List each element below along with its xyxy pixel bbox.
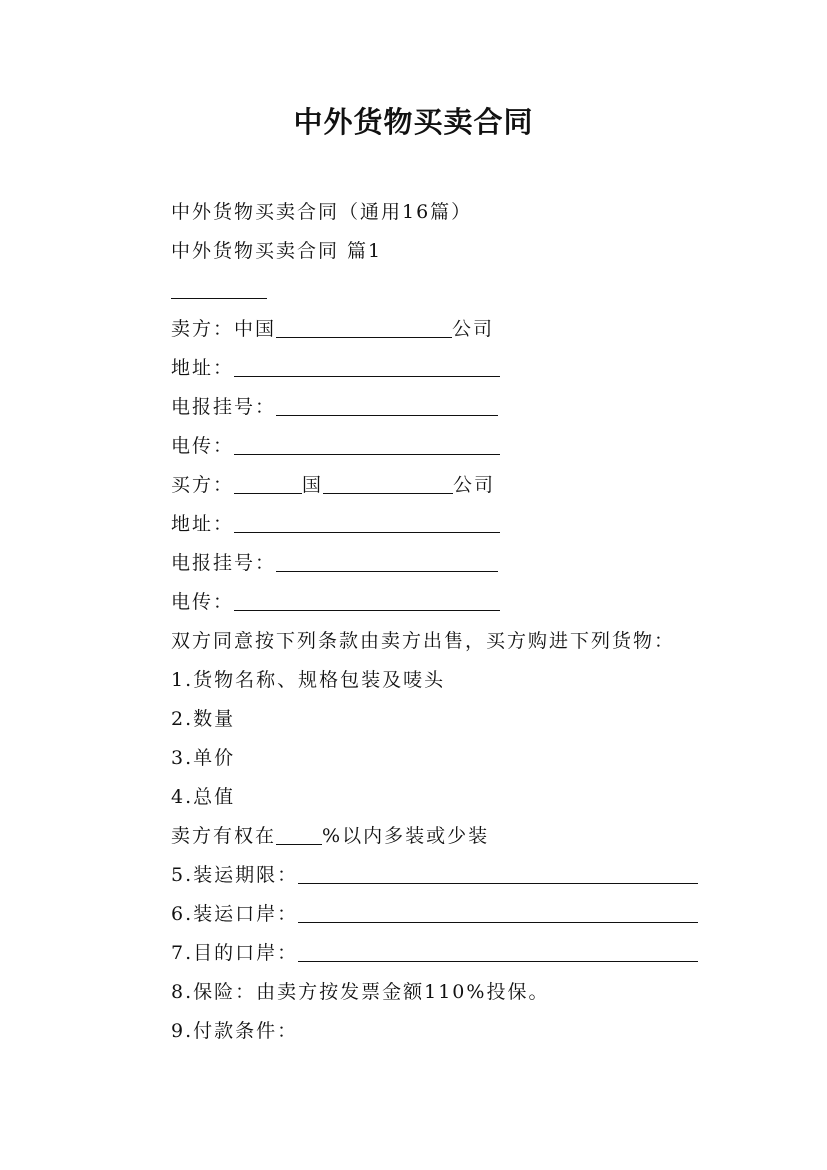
seller-fax-line — [171, 427, 791, 466]
buyer-fax-label: 电传： — [171, 591, 235, 613]
tolerance-prefix: 卖方有权在 — [171, 825, 277, 847]
buyer-country-blank — [234, 466, 302, 494]
buyer-fax-blank — [234, 583, 500, 611]
seller-label: 卖方：中国 — [171, 318, 277, 340]
buyer-line — [171, 466, 791, 505]
item-9: 9.付款条件： — [171, 1020, 299, 1042]
tolerance-line — [171, 817, 791, 856]
seller-fax-blank — [234, 427, 500, 455]
seller-fax-label: 电传： — [171, 435, 235, 457]
buyer-address-label: 地址： — [171, 513, 235, 535]
seller-address-blank — [234, 349, 500, 377]
item-8: 8.保险：由卖方按发票金额110%投保。 — [171, 981, 550, 1003]
item-6-line — [171, 895, 791, 934]
document-title: 中外货物买卖合同 — [293, 105, 534, 139]
buyer-address-line — [171, 505, 791, 544]
buyer-address-blank — [234, 505, 500, 533]
seller-address-label: 地址： — [171, 357, 235, 379]
separator-blank — [171, 271, 267, 299]
item-4: 4.总值 — [171, 786, 236, 808]
item-1: 1.货物名称、规格包装及唛头 — [171, 669, 446, 691]
item-5-line — [171, 856, 791, 895]
item-5-blank — [298, 856, 698, 884]
document-body — [171, 193, 791, 1051]
buyer-company-blank — [323, 466, 453, 494]
item-5-label: 5.装运期限： — [171, 864, 299, 886]
item-7-blank — [298, 934, 698, 962]
buyer-country-char: 国 — [302, 474, 324, 496]
item-2: 2.数量 — [171, 708, 236, 730]
heading-part1: 中外货物买卖合同 篇1 — [171, 240, 383, 262]
item-6-blank — [298, 895, 698, 923]
buyer-telegraph-label: 电报挂号： — [171, 552, 277, 574]
seller-line — [171, 310, 791, 349]
buyer-fax-line — [171, 583, 791, 622]
seller-telegraph-label: 电报挂号： — [171, 396, 277, 418]
buyer-telegraph-blank — [276, 544, 498, 572]
seller-telegraph-line — [171, 388, 791, 427]
separator-line — [171, 271, 791, 310]
buyer-label: 买方： — [171, 474, 235, 496]
tolerance-blank — [276, 817, 322, 845]
seller-company-blank — [276, 310, 452, 338]
item-6-label: 6.装运口岸： — [171, 903, 299, 925]
buyer-telegraph-line — [171, 544, 791, 583]
agreement-text: 双方同意按下列条款由卖方出售，买方购进下列货物： — [171, 630, 676, 652]
seller-telegraph-blank — [276, 388, 498, 416]
tolerance-suffix: %以内多装或少装 — [322, 825, 490, 847]
heading-general: 中外货物买卖合同（通用16篇） — [171, 201, 473, 223]
seller-address-line — [171, 349, 791, 388]
item-7-line — [171, 934, 791, 973]
item-7-label: 7.目的口岸： — [171, 942, 299, 964]
item-3: 3.单价 — [171, 747, 236, 769]
seller-company-suffix: 公司 — [452, 318, 495, 340]
buyer-company-suffix: 公司 — [453, 474, 496, 496]
